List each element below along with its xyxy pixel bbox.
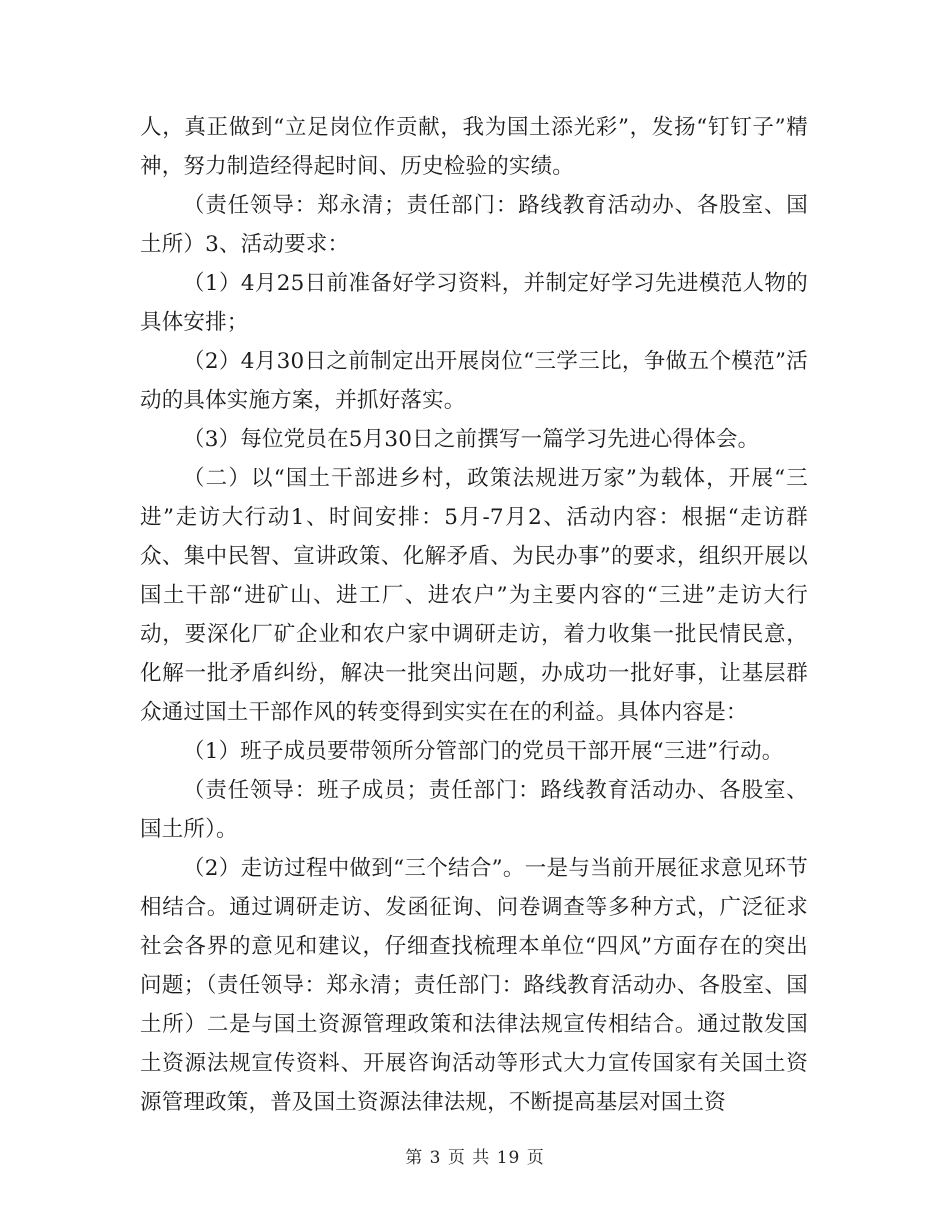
document-body [140, 108, 808, 1122]
paragraph-8: （责任领导：班子成员；责任部门：路线教育活动办、各股室、国土所）。 [140, 778, 808, 842]
paragraph-7: （1）班子成员要带领所分管部门的党员干部开展“三进”行动。 [183, 739, 784, 764]
paragraph-2: （责任领导：郑永清；责任部门：路线教育活动办、各股室、国土所）3、活动要求： [140, 193, 808, 257]
paragraph-9: （2）走访过程中做到“三个结合”。一是与当前开展征求意见环节相结合。通过调研走访、发函征询、问卷调查等多种方式，广泛征求社会各界的意见和建议，仔细查找梳理本单位“四风”方面存在的突出问题；（责任领导：郑永清；责任部门：路线教育活动办、各股室、国土所）二是与国土资源管理政策和法律法规宣传相结合。通过散发国土资源法规宣传资料、开展咨询活动等形式大力宣传国家有关国土资源管理政策，普及国土资源法律法规，不断提高基层对国土资 [140, 856, 808, 1115]
paragraph-4: （2）4月30日之前制定出开展岗位“三学三比，争做五个模范”活动的具体实施方案，并抓好落实。 [140, 349, 808, 413]
page-number-footer: 第 3 页 共 19 页 [405, 1148, 545, 1168]
paragraph-1: 人，真正做到“立足岗位作贡献，我为国土添光彩”，发扬“钉钉子”精神，努力制造经得起时间、历史检验的实绩。 [140, 115, 808, 179]
paragraph-3: （1）4月25日前准备好学习资料，并制定好学习先进模范人物的具体安排； [140, 271, 808, 335]
paragraph-6: （二）以“国土干部进乡村，政策法规进万家”为载体，开展“三进”走访大行动1、时间安排：5月-7月2、活动内容：根据“走访群众、集中民智、宣讲政策、化解矛盾、为民办事”的要求，组织开展以国土干部“进矿山、进工厂、进农户”为主要内容的“三进”走访大行动，要深化厂矿企业和农户家中调研走访，着力收集一批民情民意，化解一批矛盾纠纷，解决一批突出问题，办成功一批好事，让基层群众通过国土干部作风的转变得到实实在在的利益。具体内容是： [140, 466, 808, 725]
paragraph-5: （3）每位党员在5月30日之前撰写一篇学习先进心得体会。 [183, 427, 760, 452]
